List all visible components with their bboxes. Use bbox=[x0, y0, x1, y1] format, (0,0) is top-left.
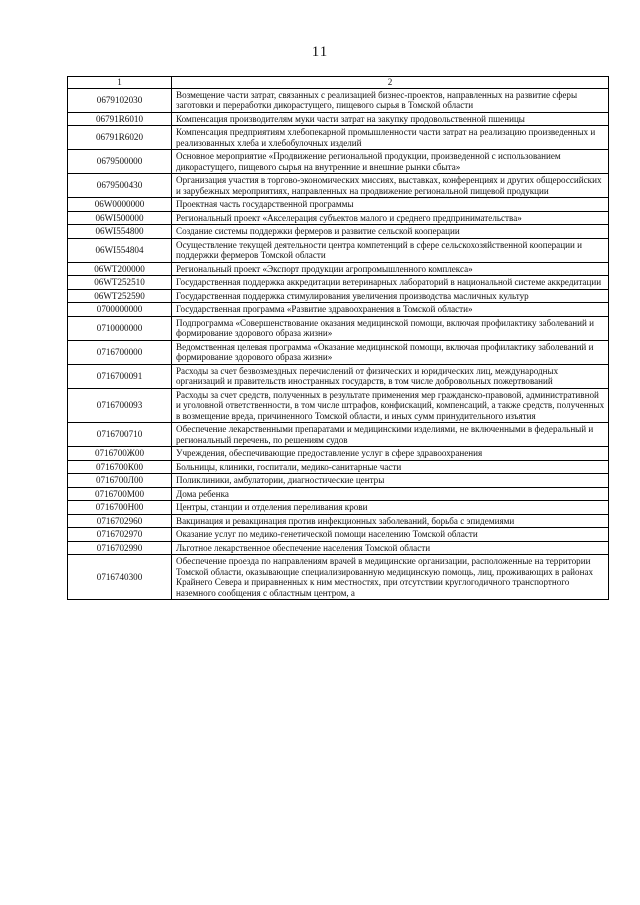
row-name: Государственная программа «Развитие здравоохранения в Томской области» bbox=[172, 303, 609, 317]
row-code: 0700000000 bbox=[68, 303, 172, 317]
row-name: Проектная часть государственной программы bbox=[172, 198, 609, 212]
table-row bbox=[68, 262, 609, 276]
row-name: Центры, станции и отделения переливания крови bbox=[172, 501, 609, 515]
row-code: 06WI500000 bbox=[68, 211, 172, 225]
row-name: Основное мероприятие «Продвижение региональной продукции, произведенной с использованием дикорастущего, пищевого сырья на внутренние и внешние рынки сбыта» bbox=[172, 150, 609, 174]
row-name: Компенсация производителям муки части затрат на закупку продовольственной пшеницы bbox=[172, 112, 609, 126]
row-code: 06791R6020 bbox=[68, 126, 172, 150]
row-name: Государственная поддержка стимулирования увеличения производства масличных культур bbox=[172, 289, 609, 303]
row-code: 0716700000 bbox=[68, 340, 172, 364]
row-name: Ведомственная целевая программа «Оказание медицинской помощи, включая профилактику заболеваний и формирование здорового образа жизни» bbox=[172, 340, 609, 364]
table-row bbox=[68, 447, 609, 461]
table-row bbox=[68, 198, 609, 212]
column-header-code: 1 bbox=[68, 77, 172, 89]
table-row bbox=[68, 423, 609, 447]
row-code: 0716700093 bbox=[68, 388, 172, 423]
row-name: Оказание услуг по медико-генетической помощи населению Томской области bbox=[172, 528, 609, 542]
page-number: 11 bbox=[311, 44, 329, 60]
row-code: 0716700Н00 bbox=[68, 501, 172, 515]
table-row bbox=[68, 126, 609, 150]
table-row bbox=[68, 174, 609, 198]
row-name: Поликлиники, амбулатории, диагностические центры bbox=[172, 474, 609, 488]
row-code: 06WT200000 bbox=[68, 262, 172, 276]
row-name: Государственная поддержка аккредитации ветеринарных лабораторий в национальной системе аккредитации bbox=[172, 276, 609, 290]
table-row bbox=[68, 289, 609, 303]
table-row bbox=[68, 388, 609, 423]
table-row bbox=[68, 555, 609, 600]
table-row bbox=[68, 528, 609, 542]
row-code: 0716700Ж00 bbox=[68, 447, 172, 461]
row-code: 0716700К00 bbox=[68, 460, 172, 474]
row-name: Создание системы поддержки фермеров и развитие сельской кооперации bbox=[172, 225, 609, 239]
row-name: Расходы за счет средств, полученных в результате применения мер гражданско-правовой, административной и уголовной ответственности, в том числе штрафов, конфискаций, компенсаций, а также средств, полученных в возмещение вреда, причиненного Томской области, и иных сумм принудительного изъятия bbox=[172, 388, 609, 423]
table-row bbox=[68, 460, 609, 474]
row-name: Региональный проект «Экспорт продукции агропромышленного комплекса» bbox=[172, 262, 609, 276]
table-row bbox=[68, 501, 609, 515]
row-code: 0716702970 bbox=[68, 528, 172, 542]
table-row bbox=[68, 487, 609, 501]
table-row bbox=[68, 364, 609, 388]
budget-code-table bbox=[67, 76, 609, 600]
row-code: 0679500430 bbox=[68, 174, 172, 198]
table-row bbox=[68, 112, 609, 126]
row-code: 0716700710 bbox=[68, 423, 172, 447]
table-row bbox=[68, 340, 609, 364]
row-code: 06WI554804 bbox=[68, 238, 172, 262]
row-name: Подпрограмма «Совершенствование оказания медицинской помощи, включая профилактику заболеваний и формирование здорового образа жизни» bbox=[172, 316, 609, 340]
column-header-name: 2 bbox=[172, 77, 609, 89]
row-code: 0716700Л00 bbox=[68, 474, 172, 488]
table-body bbox=[68, 88, 609, 600]
row-code: 0679102030 bbox=[68, 88, 172, 112]
table-row bbox=[68, 211, 609, 225]
row-name: Организация участия в торгово-экономических миссиях, выставках, конференциях и других общероссийских и зарубежных мероприятиях, направленных на продвижение региональной пищевой продукции bbox=[172, 174, 609, 198]
row-code: 0716702960 bbox=[68, 514, 172, 528]
row-code: 06WT252590 bbox=[68, 289, 172, 303]
row-code: 06W0000000 bbox=[68, 198, 172, 212]
table-row bbox=[68, 225, 609, 239]
row-name: Компенсация предприятиям хлебопекарной промышленности части затрат на реализацию произведенных и реализованных хлеба и хлебобулочных изделий bbox=[172, 126, 609, 150]
table-row bbox=[68, 316, 609, 340]
row-name: Больницы, клиники, госпитали, медико-санитарные части bbox=[172, 460, 609, 474]
row-code: 0716740300 bbox=[68, 555, 172, 600]
row-name: Дома ребенка bbox=[172, 487, 609, 501]
row-name: Обеспечение проезда по направлениям врачей в медицинские организации, расположенные на территории Томской области, оказывающие специализированную медицинскую помощь, лиц, проживающих в районах Крайнего Севера и приравненных к ним местностях, при отсутствии круглогодичного транспортного наземного сообщения с областным центром, а bbox=[172, 555, 609, 600]
table-row bbox=[68, 514, 609, 528]
row-name: Обеспечение лекарственными препаратами и медицинскими изделиями, не включенными в федеральный и региональный перечень, по решениям судов bbox=[172, 423, 609, 447]
row-code: 0716702990 bbox=[68, 541, 172, 555]
row-name: Учреждения, обеспечивающие предоставление услуг в сфере здравоохранения bbox=[172, 447, 609, 461]
row-code: 06791R6010 bbox=[68, 112, 172, 126]
table-row bbox=[68, 150, 609, 174]
row-name: Региональный проект «Акселерация субъектов малого и среднего предпринимательства» bbox=[172, 211, 609, 225]
row-code: 0716700091 bbox=[68, 364, 172, 388]
table-row bbox=[68, 541, 609, 555]
table-row bbox=[68, 88, 609, 112]
table-row bbox=[68, 474, 609, 488]
table-header-row bbox=[68, 77, 609, 89]
row-code: 0716700М00 bbox=[68, 487, 172, 501]
row-name: Осуществление текущей деятельности центра компетенций в сфере сельскохозяйственной кооперации и поддержки фермеров Томской области bbox=[172, 238, 609, 262]
row-name: Расходы за счет безвозмездных перечислений от физических и юридических лиц, международных организаций и правительств иностранных государств, в том числе добровольных пожертвований bbox=[172, 364, 609, 388]
table-row bbox=[68, 276, 609, 290]
table-row bbox=[68, 238, 609, 262]
row-name: Вакцинация и ревакцинация против инфекционных заболеваний, борьба с эпидемиями bbox=[172, 514, 609, 528]
row-code: 06WI554800 bbox=[68, 225, 172, 239]
row-name: Льготное лекарственное обеспечение населения Томской области bbox=[172, 541, 609, 555]
row-code: 06WT252510 bbox=[68, 276, 172, 290]
table-row bbox=[68, 303, 609, 317]
row-name: Возмещение части затрат, связанных с реализацией бизнес-проектов, направленных на развитие сферы заготовки и переработки дикорастущего, пищевого сырья в Томской области bbox=[172, 88, 609, 112]
row-code: 0679500000 bbox=[68, 150, 172, 174]
row-code: 0710000000 bbox=[68, 316, 172, 340]
